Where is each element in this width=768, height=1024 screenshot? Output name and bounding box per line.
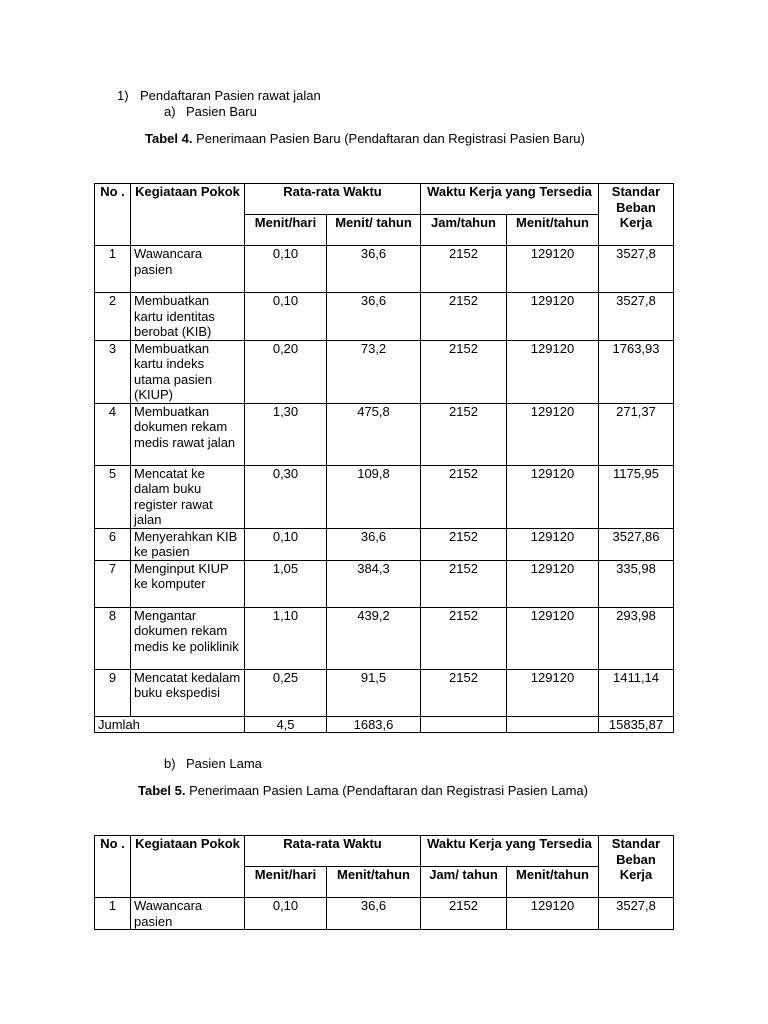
cell-menit-tahun: 36,6 — [327, 293, 421, 341]
cell-menit-hari: 0,10 — [245, 898, 327, 930]
cell-no: 9 — [95, 669, 131, 716]
cell-standar: 1763,93 — [599, 340, 674, 403]
cell-no: 5 — [95, 465, 131, 528]
cell-jam-tahun: 2152 — [421, 528, 507, 560]
cell-jam-tahun: 2152 — [421, 669, 507, 716]
cell-menit-tahun2: 129120 — [507, 340, 599, 403]
table-row — [95, 403, 674, 465]
subsection-a-marker: a) — [164, 104, 176, 119]
cell-kegiatan: Mengantar dokumen rekam medis ke poliklinik — [131, 607, 245, 669]
cell-menit-tahun2: 129120 — [507, 293, 599, 341]
cell-jam-tahun: 2152 — [421, 340, 507, 403]
cell-menit-hari: 0,10 — [245, 246, 327, 293]
table5-caption-text: Penerimaan Pasien Lama (Pendaftaran dan Registrasi Pasien Lama) — [185, 783, 588, 798]
cell-menit-tahun2: 129120 — [507, 669, 599, 716]
cell-menit-tahun2: 129120 — [507, 246, 599, 293]
cell-no: 3 — [95, 340, 131, 403]
table-row — [95, 669, 674, 716]
cell-no: 8 — [95, 607, 131, 669]
cell-menit-tahun: 475,8 — [327, 403, 421, 465]
table4-caption-label: Tabel 4. — [145, 131, 193, 146]
cell-standar: 271,37 — [599, 403, 674, 465]
table4-header-standar: Standar Beban Kerja — [599, 184, 674, 246]
table4-header-kegiatan: Kegiataan Pokok — [131, 184, 245, 246]
cell-menit-tahun2: 129120 — [507, 528, 599, 560]
table-row — [95, 465, 674, 528]
cell-menit-tahun2: 129120 — [507, 607, 599, 669]
cell-standar: 293,98 — [599, 607, 674, 669]
cell-menit-tahun: 36,6 — [327, 528, 421, 560]
cell-menit-tahun: 384,3 — [327, 560, 421, 607]
table5-header-jam-tahun: Jam/ tahun — [421, 867, 507, 898]
cell-menit-hari: 1,05 — [245, 560, 327, 607]
cell-menit-tahun: 36,6 — [327, 898, 421, 930]
table5-header-kegiatan: Kegiataan Pokok — [131, 836, 245, 898]
cell-jam-tahun: 2152 — [421, 560, 507, 607]
table5-header-standar: Standar Beban Kerja — [599, 836, 674, 898]
table-row — [95, 340, 674, 403]
cell-menit-hari: 1,10 — [245, 607, 327, 669]
table4-header-row — [95, 184, 674, 215]
table4-header-menit-tahun2: Menit/tahun — [507, 215, 599, 246]
cell-jam-tahun: 2152 — [421, 898, 507, 930]
cell-standar: 3527,8 — [599, 898, 674, 930]
cell-jam-tahun: 2152 — [421, 465, 507, 528]
table4-header-menit-tahun: Menit/ tahun — [327, 215, 421, 246]
cell-kegiatan: Membuatkan kartu identitas berobat (KIB) — [131, 293, 245, 341]
table4-header-jam-tahun: Jam/tahun — [421, 215, 507, 246]
cell-kegiatan: Mencatat kedalam buku ekspedisi — [131, 669, 245, 716]
section-number: 1) — [117, 88, 129, 103]
table4 — [94, 183, 674, 733]
table4-header-waktu-kerja: Waktu Kerja yang Tersedia — [421, 184, 599, 215]
cell-menit-hari: 0,30 — [245, 465, 327, 528]
cell-menit-tahun: 439,2 — [327, 607, 421, 669]
subsection-b-marker: b) — [164, 756, 176, 771]
cell-menit-tahun2: 129120 — [507, 403, 599, 465]
cell-kegiatan: Mencatat ke dalam buku register rawat jalan — [131, 465, 245, 528]
table5-header-rata: Rata-rata Waktu — [245, 836, 421, 867]
total-menit-hari: 4,5 — [245, 716, 327, 733]
table5-header-menit-tahun2: Menit/tahun — [507, 867, 599, 898]
total-standar: 15835,87 — [599, 716, 674, 733]
cell-kegiatan: Wawancara pasien — [131, 246, 245, 293]
cell-menit-tahun2: 129120 — [507, 560, 599, 607]
cell-menit-tahun: 109,8 — [327, 465, 421, 528]
cell-standar: 1411,14 — [599, 669, 674, 716]
section-heading: Pendaftaran Pasien rawat jalan — [140, 88, 321, 103]
table5-header-no: No . — [95, 836, 131, 898]
cell-kegiatan: Menyerahkan KIB ke pasien — [131, 528, 245, 560]
table-row — [95, 528, 674, 560]
cell-menit-hari: 0,20 — [245, 340, 327, 403]
cell-kegiatan: Menginput KIUP ke komputer — [131, 560, 245, 607]
cell-no: 1 — [95, 246, 131, 293]
cell-jam-tahun: 2152 — [421, 403, 507, 465]
table-row — [95, 246, 674, 293]
cell-menit-hari: 1,30 — [245, 403, 327, 465]
cell-no: 1 — [95, 898, 131, 930]
cell-menit-tahun2: 129120 — [507, 465, 599, 528]
cell-standar: 1175,95 — [599, 465, 674, 528]
table5-caption — [138, 783, 588, 799]
cell-standar: 3527,86 — [599, 528, 674, 560]
table4-header-no: No . — [95, 184, 131, 246]
table5-header-menit-tahun: Menit/tahun — [327, 867, 421, 898]
cell-menit-hari: 0,10 — [245, 528, 327, 560]
table4-caption — [145, 131, 585, 147]
cell-no: 4 — [95, 403, 131, 465]
table-row — [95, 607, 674, 669]
cell-menit-tahun2: 129120 — [507, 898, 599, 930]
total-jam-tahun-empty — [421, 716, 507, 733]
total-label: Jumlah — [95, 716, 245, 733]
table5-caption-label: Tabel 5. — [138, 783, 186, 798]
table-row — [95, 560, 674, 607]
table4-header-rata: Rata-rata Waktu — [245, 184, 421, 215]
cell-jam-tahun: 2152 — [421, 246, 507, 293]
cell-jam-tahun: 2152 — [421, 293, 507, 341]
cell-kegiatan: Membuatkan dokumen rekam medis rawat jalan — [131, 403, 245, 465]
cell-no: 6 — [95, 528, 131, 560]
cell-standar: 3527,8 — [599, 293, 674, 341]
table4-header-menit-hari: Menit/hari — [245, 215, 327, 246]
table5-header-menit-hari: Menit/hari — [245, 867, 327, 898]
cell-standar: 3527,8 — [599, 246, 674, 293]
table4-caption-text: Penerimaan Pasien Baru (Pendaftaran dan Registrasi Pasien Baru) — [192, 131, 585, 146]
cell-no: 2 — [95, 293, 131, 341]
table5-header-waktu-kerja: Waktu Kerja yang Tersedia — [421, 836, 599, 867]
cell-menit-tahun: 73,2 — [327, 340, 421, 403]
subsection-b-title: Pasien Lama — [186, 756, 262, 771]
table5-header-row — [95, 836, 674, 867]
cell-jam-tahun: 2152 — [421, 607, 507, 669]
cell-menit-hari: 0,10 — [245, 293, 327, 341]
cell-no: 7 — [95, 560, 131, 607]
table4-total-row — [95, 716, 674, 733]
cell-standar: 335,98 — [599, 560, 674, 607]
table5 — [94, 835, 674, 930]
table-row — [95, 293, 674, 341]
total-menit-tahun2-empty — [507, 716, 599, 733]
total-menit-tahun: 1683,6 — [327, 716, 421, 733]
table-row — [95, 898, 674, 930]
cell-menit-tahun: 36,6 — [327, 246, 421, 293]
cell-kegiatan: Wawancara pasien — [131, 898, 245, 930]
cell-menit-hari: 0,25 — [245, 669, 327, 716]
cell-menit-tahun: 91,5 — [327, 669, 421, 716]
cell-kegiatan: Membuatkan kartu indeks utama pasien (KIUP) — [131, 340, 245, 403]
subsection-a-title: Pasien Baru — [186, 104, 257, 119]
